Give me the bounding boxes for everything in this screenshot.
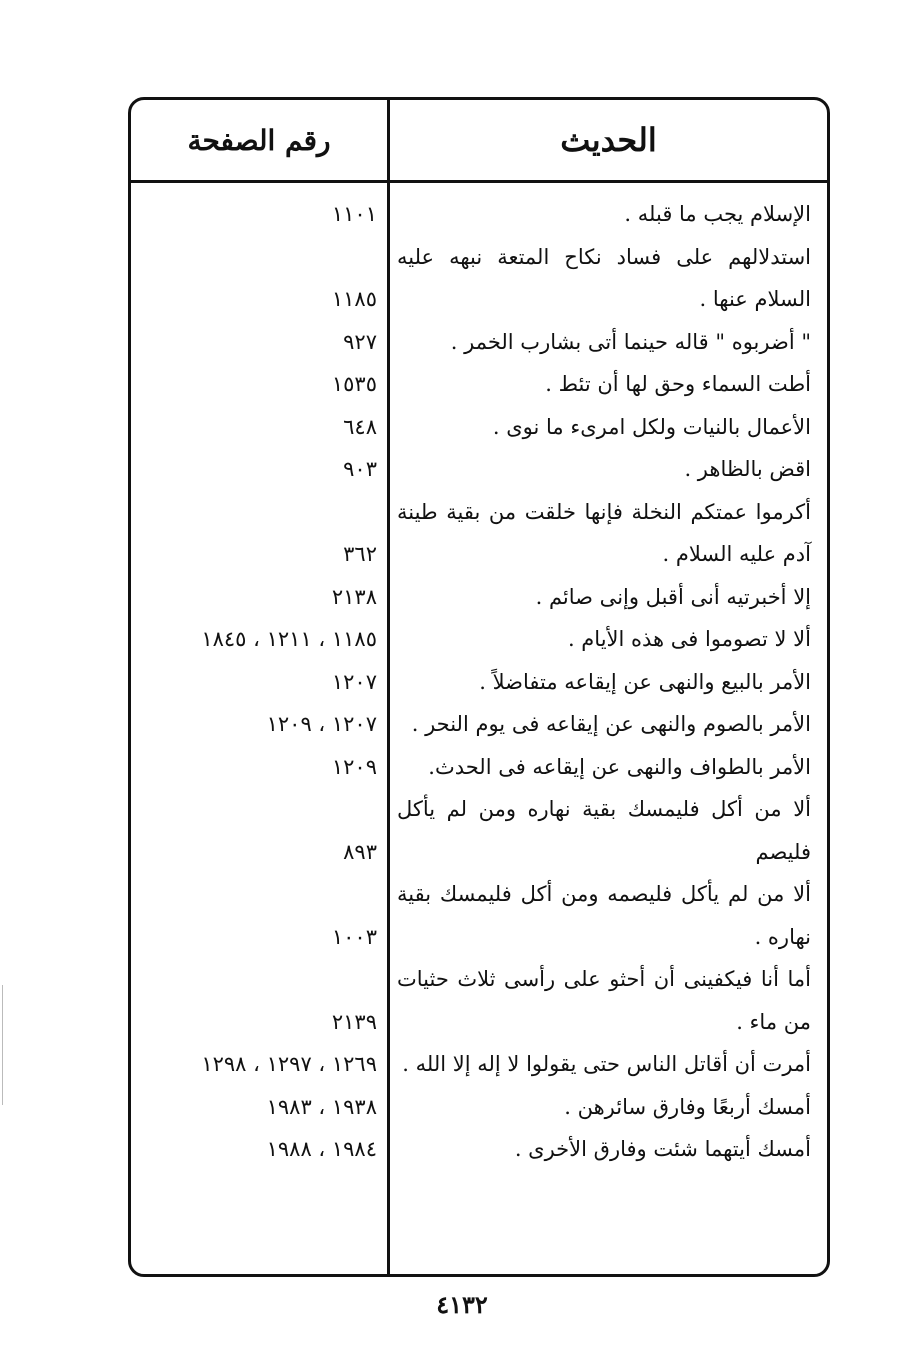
page-references: ٩٠٣ [343,457,377,481]
hadith-text: استدلالهم على فساد نكاح المتعة نبهه عليه السلام عنها . [397,244,811,311]
hadith-text: الأمر بالصوم والنهى عن إيقاعه فى يوم النحر . [411,712,811,736]
table-row [131,448,827,491]
hadith-text: ألا لا تصوموا فى هذه الأيام . [567,627,811,651]
hadith-text: إلا أخبرتيه أنى أقبل وإنى صائم . [535,584,811,609]
hadith-text: الأعمال بالنيات ولكل امرىء ما نوى . [492,414,811,439]
table-row [131,618,827,661]
hadith-text: أمرت أن أقاتل الناس حتى يقولوا لا إله إلا الله . [402,1052,811,1076]
hadith-text: الأمر بالبيع والنهى عن إيقاعه متفاضلاً . [479,669,811,694]
hadith-text: أكرموا عمتكم النخلة فإنها خلقت من بقية طينة آدم عليه السلام . [397,499,811,566]
hadith-text: اقض بالظاهر . [684,457,811,481]
page-references: ١١٨٥ ، ١٢١١ ، ١٨٤٥ [201,627,377,651]
page-references: ٩٢٧ [343,329,377,354]
page-number: ٤١٣٢ [436,1290,488,1319]
hadith-text: الإسلام يجب ما قبله . [624,202,811,226]
page-references: ١٥٣٥ [331,372,377,396]
page-references: ١٩٨٤ ، ١٩٨٨ [266,1137,377,1161]
page-references: ١١٨٥ [331,287,377,311]
hadith-text: ألا من أكل فليمسك بقية نهاره ومن لم يأكل فليصم [397,797,811,864]
table-header [131,100,827,183]
hadith-text: ألا من لم يأكل فليصمه ومن أكل فليمسك بقية نهاره . [397,882,811,949]
page-references: ١٩٣٨ ، ١٩٨٣ [266,1094,377,1119]
table-body [131,183,827,1274]
hadith-text: أمسك أيتهما شئت وفارق الأخرى . [514,1137,811,1161]
table-row [131,236,827,321]
table-row [131,958,827,1043]
hadith-text: الأمر بالطواف والنهى عن إيقاعه فى الحدث. [428,754,811,779]
table-row [131,363,827,406]
page-references: ٣٦٢ [343,542,377,566]
hadith-text: أطت السماء وحق لها أن تئط . [545,372,811,396]
table-row [131,406,827,449]
table-row [131,661,827,704]
table-row [131,1128,827,1171]
index-table [128,97,830,1277]
page-references: ١٢٠٧ [331,669,377,694]
table-row [131,491,827,576]
page-references: ١٠٠٣ [331,924,377,949]
table-row [131,1086,827,1129]
hadith-text: " أضربوه " قاله حينما أتى بشارب الخمر . [450,329,811,354]
page-references: ١٢٠٩ [331,754,377,779]
column-divider [387,183,390,1274]
scan-edge-mark [2,985,3,1105]
page-references: ١١٠١ [331,202,377,226]
hadith-text: أما أنا فيكفينى أن أحثو على رأسى ثلاث حثيات من ماء . [397,967,811,1034]
column-header-hadith: الحديث [387,100,827,180]
page-references: ٢١٣٩ [331,1009,377,1034]
table-row [131,703,827,746]
table-row [131,576,827,619]
page-references: ٨٩٣ [343,839,377,864]
page-references: ١٢٠٧ ، ١٢٠٩ [266,712,377,736]
hadith-text: أمسك أربعًا وفارق سائرهن . [564,1094,811,1119]
table-row [131,788,827,873]
table-row [131,746,827,789]
page-references: ٦٤٨ [343,414,377,439]
column-header-page: رقم الصفحة [187,123,331,157]
table-row [131,193,827,236]
page-references: ٢١٣٨ [331,584,377,609]
page-references: ١٢٦٩ ، ١٢٩٧ ، ١٢٩٨ [201,1052,377,1076]
table-row [131,1043,827,1086]
table-row [131,873,827,958]
table-rows [131,183,827,1274]
table-row [131,321,827,364]
